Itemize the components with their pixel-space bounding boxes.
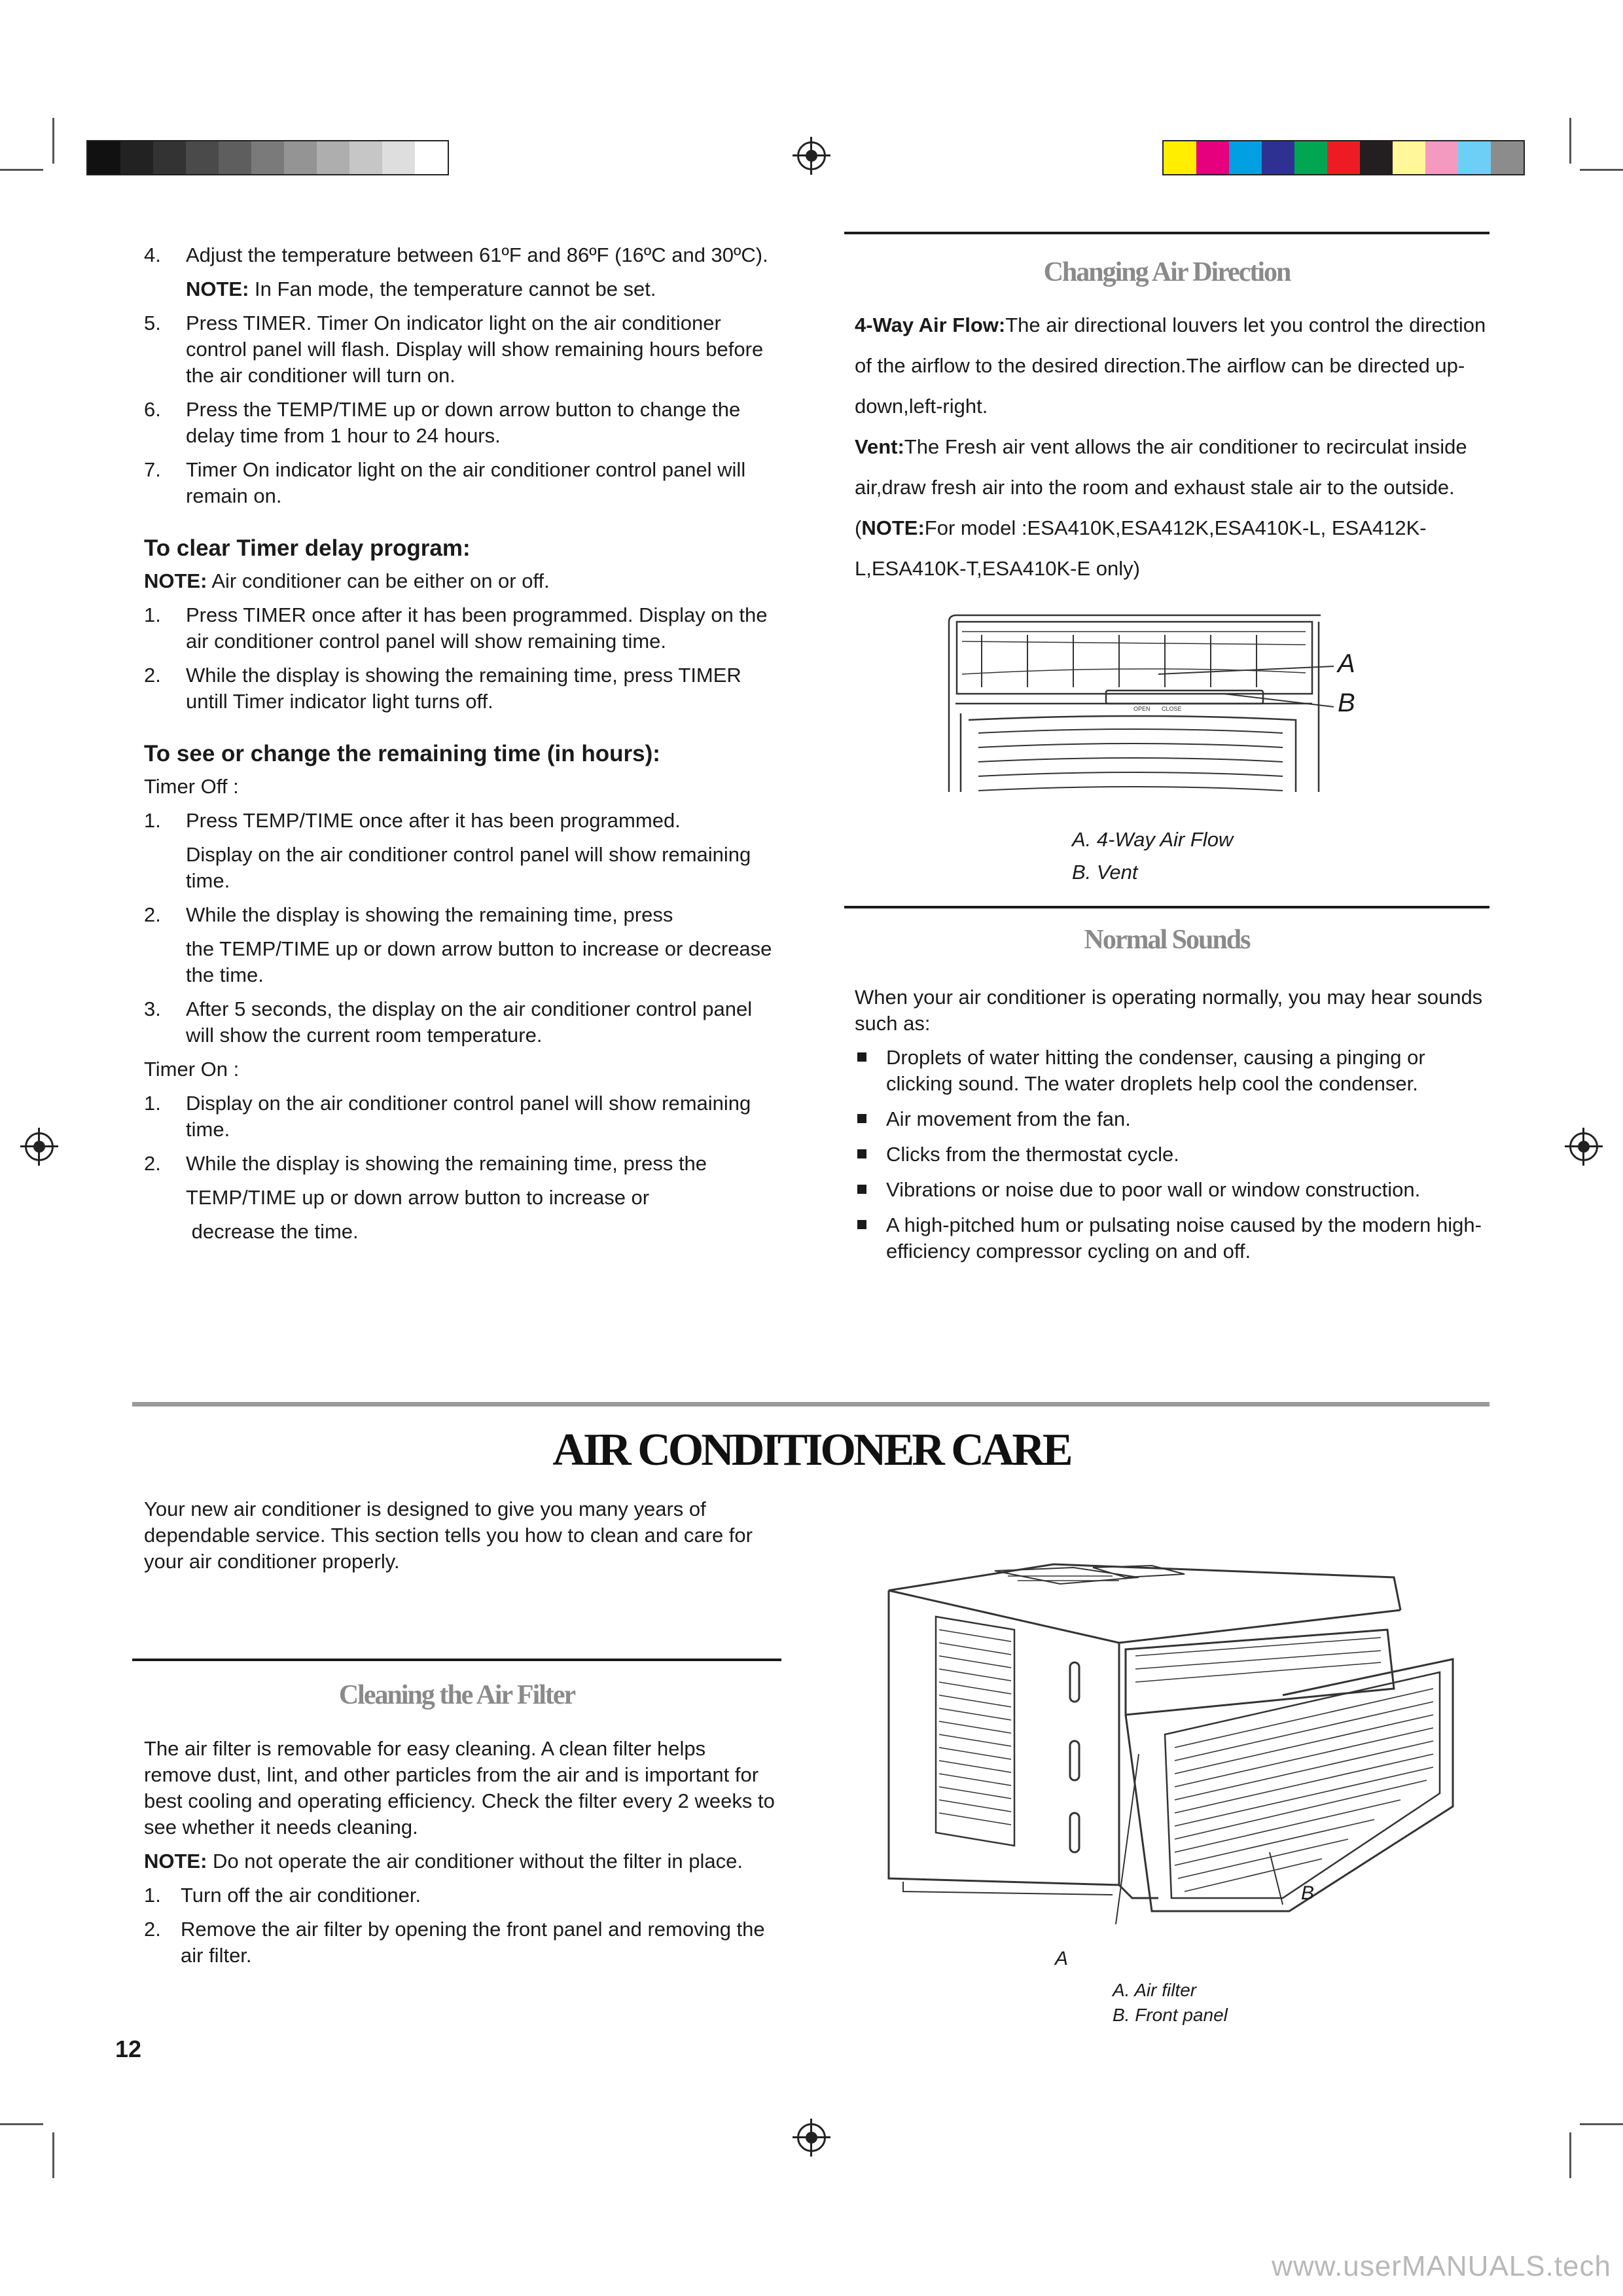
- step-text: Display on the air conditioner control panel will show remaining time.: [186, 1092, 751, 1141]
- color-swatch: [382, 141, 415, 174]
- step-text: the TEMP/TIME up or down arrow button to increase or decrease the time.: [186, 937, 772, 986]
- figure-caption: [1072, 823, 1233, 889]
- normal-sounds-text: [855, 984, 1483, 1274]
- step-item: 5. Press TIMER. Timer On indicator light on the air conditioner control panel will flash. Display will show remaining hours before the air conditioner will turn on.: [144, 310, 779, 389]
- list-item: Clicks from the thermostat cycle.: [855, 1141, 1483, 1168]
- clear-timer-heading: To clear Timer delay program:: [144, 535, 471, 561]
- color-swatch: [284, 141, 317, 174]
- care-intro: Your new air conditioner is designed to give you many years of dependable service. This section tells you how to clean and care for your air conditioner properly.: [144, 1498, 753, 1573]
- vent-paragraph: Vent:The Fresh air vent allows the air conditioner to recirculat inside air,draw fresh air into the room and exhaust stale air to the outside. (NOTE:For model :ESA410K,ESA412K,ESA410K-L, ESA412K-L,ESA410K-T,ESA410K-E only): [855, 435, 1467, 580]
- crop-mark: [1569, 118, 1571, 164]
- color-swatch: [1262, 141, 1294, 174]
- section-rule: [844, 232, 1489, 234]
- airflow-paragraph: 4-Way Air Flow:The air directional louvers let you control the direction of the airflow to the desired direction.The airflow can be directed up-down,left-right.: [855, 314, 1486, 418]
- color-swatch: [349, 141, 382, 174]
- step-item: 2. Remove the air filter by opening the front panel and removing the air filter.: [144, 1916, 779, 1969]
- callout-label-a: A: [1338, 649, 1355, 678]
- color-swatch: [219, 141, 251, 174]
- air-conditioner-unit-illustration: [877, 1558, 1466, 1964]
- filter-note: NOTE: Do not operate the air conditioner without the filter in place.: [144, 1850, 743, 1873]
- crop-mark: [0, 2123, 43, 2125]
- color-swatch: [1327, 141, 1360, 174]
- louver-vent-illustration: [942, 596, 1335, 798]
- callout-label-a: A: [1055, 1948, 1069, 1969]
- callout-line-b: [1224, 694, 1334, 707]
- process-color-bar: [1162, 140, 1525, 175]
- care-title: AIR CONDITIONER CARE: [552, 1425, 1071, 1475]
- step-text: While the display is showing the remaining time, press TIMER untill Timer indicator light turns off.: [186, 664, 741, 713]
- color-swatch: [1294, 141, 1327, 174]
- caption-front-panel: B. Front panel: [1113, 2005, 1228, 2025]
- watermark: www.userMANUALS.tech: [1272, 2250, 1611, 2282]
- step-item: 1. Display on the air conditioner control panel will show remaining time.: [144, 1090, 779, 1143]
- step-item: 2. While the display is showing the remaining time, press TIMER untill Timer indicator light turns off.: [144, 662, 779, 715]
- step-item: 7. Timer On indicator light on the air conditioner control panel will remain on.: [144, 457, 779, 509]
- color-swatch: [153, 141, 186, 174]
- caption-vent: B. Vent: [1072, 861, 1138, 884]
- list-item: Droplets of water hitting the condenser, causing a pinging or clicking sound. The water droplets help cool the condenser.: [855, 1045, 1483, 1097]
- bullet-square-icon: [857, 1149, 866, 1158]
- registration-mark-icon: [25, 1132, 54, 1161]
- filter-text: [144, 1736, 779, 1977]
- crop-mark: [1569, 2132, 1571, 2178]
- color-swatch: [186, 141, 219, 174]
- color-swatch: [1164, 141, 1196, 174]
- air-direction-text: [855, 305, 1489, 589]
- step-text: Remove the air filter by opening the front panel and removing the air filter.: [181, 1918, 765, 1967]
- step-text: Press TIMER once after it has been programmed. Display on the air conditioner control panel will show remaining time.: [186, 603, 768, 653]
- step-text: Timer On indicator light on the air conditioner control panel will remain on.: [186, 458, 746, 507]
- step-text: decrease the time.: [186, 1220, 359, 1243]
- crop-mark: [1580, 2123, 1623, 2125]
- section-rule: [132, 1659, 781, 1661]
- color-swatch: [120, 141, 153, 174]
- step-text: While the display is showing the remaining time, press: [186, 903, 673, 926]
- crop-mark: [1580, 169, 1623, 171]
- air-direction-title: Changing Air Direction: [1043, 257, 1291, 287]
- vent-close-label: CLOSE: [1162, 706, 1182, 712]
- list-item: Air movement from the fan.: [855, 1106, 1483, 1132]
- color-swatch: [1393, 141, 1425, 174]
- color-swatch: [1458, 141, 1491, 174]
- step-item: 2. While the display is showing the remaining time, press the TEMP/TIME up or down arrow button to increase or decrease the time.: [144, 902, 779, 988]
- color-swatch: [88, 141, 120, 174]
- crop-mark: [52, 2132, 54, 2178]
- color-swatch: [415, 141, 448, 174]
- step-text: TEMP/TIME up or down arrow button to increase or: [186, 1186, 650, 1209]
- callout-label-b: B: [1301, 1882, 1315, 1904]
- timer-off-label: Timer Off :: [144, 775, 239, 798]
- color-swatch: [1360, 141, 1393, 174]
- step-text: After 5 seconds, the display on the air conditioner control panel will show the current room temperature.: [186, 997, 753, 1047]
- sounds-intro: When your air conditioner is operating normally, you may hear sounds such as:: [855, 986, 1483, 1035]
- step-item: 2. While the display is showing the remaining time, press the TEMP/TIME up or down arrow button to increase or decrease the time.: [144, 1151, 779, 1245]
- color-swatch: [317, 141, 349, 174]
- normal-sounds-title: Normal Sounds: [1084, 925, 1250, 955]
- step-item: 3. After 5 seconds, the display on the air conditioner control panel will show the current room temperature.: [144, 996, 779, 1049]
- registration-mark-icon: [797, 2123, 826, 2152]
- step-item: 1. Turn off the air conditioner.: [144, 1882, 779, 1909]
- clear-timer-note: NOTE: Air conditioner can be either on or off.: [144, 569, 550, 592]
- step-text: Press the TEMP/TIME up or down arrow button to change the delay time from 1 hour to 24 hours.: [186, 398, 741, 447]
- step-text: Press TIMER. Timer On indicator light on the air conditioner control panel will flash. Display will show remaining hours before the air conditioner will turn on.: [186, 312, 764, 387]
- step-text: Adjust the temperature between 61ºF and 86ºF (16ºC and 30ºC).: [186, 243, 768, 266]
- step-item: 1. Press TIMER once after it has been programmed. Display on the air conditioner control panel will show remaining time.: [144, 602, 779, 655]
- callout-line-a: [1158, 666, 1334, 674]
- bullet-square-icon: [857, 1185, 866, 1194]
- vent-open-label: OPEN: [1133, 706, 1150, 712]
- registration-mark-icon: [797, 141, 826, 170]
- filter-paragraph: The air filter is removable for easy cleaning. A clean filter helps remove dust, lint, and other particles from the air and is important for best cooling and operating efficiency. Check the filter every 2 weeks to see whether it needs cleaning.: [144, 1737, 775, 1839]
- callout-line-b: [1270, 1852, 1283, 1905]
- color-swatch: [1229, 141, 1262, 174]
- grayscale-color-bar: [86, 140, 449, 175]
- section-rule: [844, 906, 1489, 908]
- bullet-square-icon: [857, 1114, 866, 1123]
- fan-mode-note: NOTE: In Fan mode, the temperature cannot be set.: [186, 278, 656, 300]
- step-text: Press TEMP/TIME once after it has been programmed.: [186, 809, 681, 832]
- step-text: Turn off the air conditioner.: [181, 1884, 421, 1907]
- color-swatch: [1425, 141, 1458, 174]
- figure-caption: [1113, 1978, 1228, 2028]
- step-item: 1. Press TEMP/TIME once after it has been programmed. Display on the air conditioner control panel will show remaining time.: [144, 808, 779, 894]
- bullet-square-icon: [857, 1052, 866, 1062]
- list-item: A high-pitched hum or pulsating noise caused by the modern high-efficiency compressor cycling on and off.: [855, 1212, 1483, 1265]
- color-swatch: [1196, 141, 1229, 174]
- crop-mark: [0, 169, 43, 171]
- timer-instructions-column: [144, 242, 779, 1253]
- remaining-time-heading: To see or change the remaining time (in hours):: [144, 741, 660, 766]
- registration-mark-icon: [1569, 1132, 1598, 1161]
- step-text: While the display is showing the remaining time, press the: [186, 1152, 707, 1175]
- color-swatch: [251, 141, 284, 174]
- callout-label-b: B: [1338, 689, 1355, 717]
- care-section-rule: [132, 1402, 1489, 1407]
- step-item: 4. Adjust the temperature between 61ºF and 86ºF (16ºC and 30ºC). NOTE: In Fan mode, the temperature cannot be set.: [144, 242, 779, 302]
- step-text: Display on the air conditioner control panel will show remaining time.: [186, 843, 751, 892]
- caption-air-filter: A. Air filter: [1113, 1980, 1197, 2000]
- bullet-square-icon: [857, 1220, 866, 1229]
- page-number: 12: [115, 2036, 142, 2062]
- list-item: Vibrations or noise due to poor wall or window construction.: [855, 1177, 1483, 1203]
- step-item: 6. Press the TEMP/TIME up or down arrow button to change the delay time from 1 hour to 24 hours.: [144, 397, 779, 449]
- caption-airflow: A. 4-Way Air Flow: [1072, 828, 1234, 851]
- timer-on-label: Timer On :: [144, 1058, 240, 1081]
- filter-title: Cleaning the Air Filter: [338, 1680, 575, 1710]
- color-swatch: [1491, 141, 1524, 174]
- crop-mark: [52, 118, 54, 164]
